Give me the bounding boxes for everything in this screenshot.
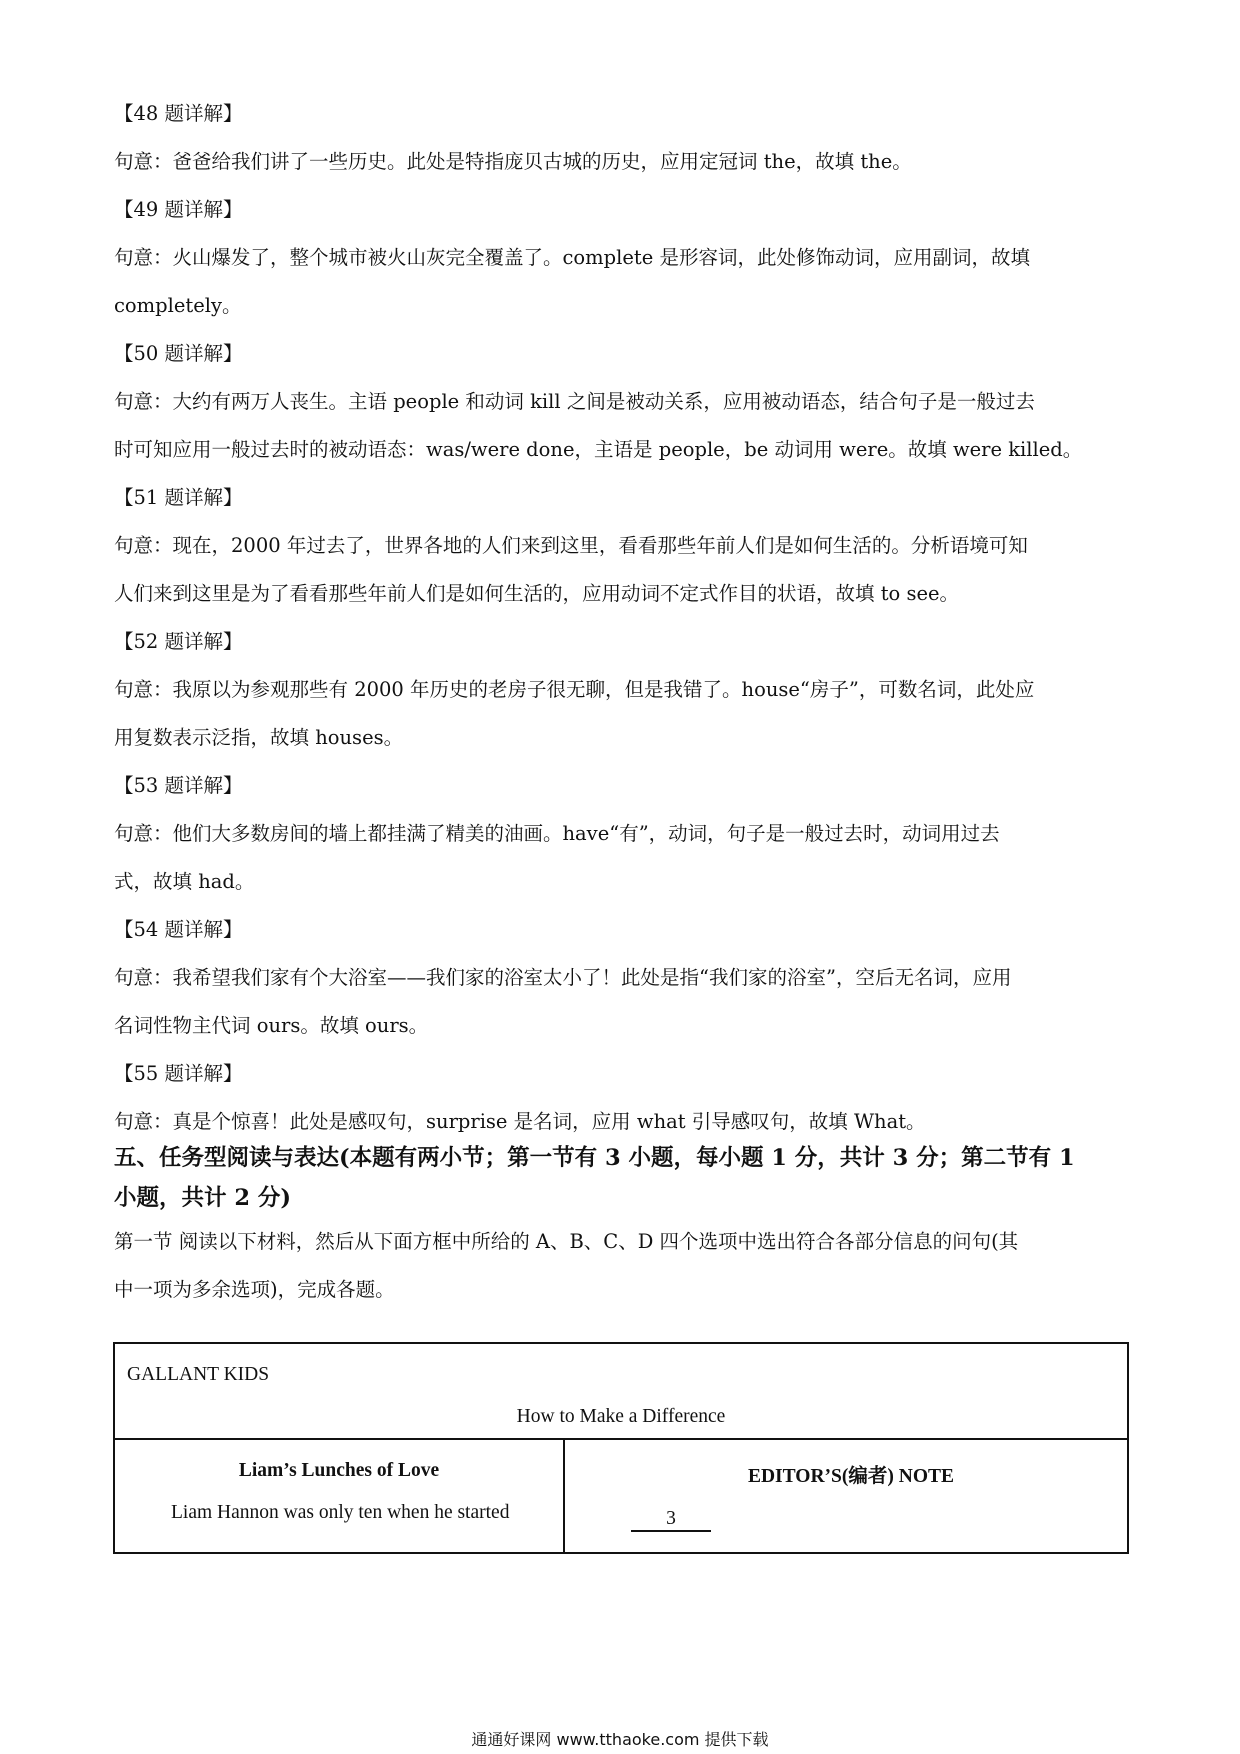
editor-note-title: EDITOR’S(编者) NOTE bbox=[747, 1466, 955, 1487]
explanation-text-51-line2: 人们来到这里是为了看看那些年前人们是如何生活的，应用动词不定式作目的状语，故填 to see。 bbox=[114, 582, 960, 605]
explanation-text-50-line1: 句意：大约有两万人丧生。主语 people 和动词 kill 之间是被动关系，应用被动语态，结合句子是一般过去 bbox=[114, 390, 1035, 413]
liam-section-text: Liam Hannon was only ten when he started bbox=[171, 1502, 510, 1523]
explanation-text-54-line1: 句意：我希望我们家有个大浴室——我们家的浴室太小了！此处是指“我们家的浴室”，空后无名词，应用 bbox=[114, 966, 1012, 989]
answer-blank-3[interactable]: 3 bbox=[631, 1508, 711, 1532]
explanation-text-54-line2: 名词性物主代词 ours。故填 ours。 bbox=[114, 1014, 429, 1037]
section-title-line2: 小题，共计 2 分) bbox=[114, 1185, 291, 1211]
table-subheading: How to Make a Difference bbox=[516, 1406, 726, 1427]
explanation-text-53-line1: 句意：他们大多数房间的墙上都挂满了精美的油画。have“有”，动词，句子是一般过去时，动词用过去 bbox=[114, 822, 1000, 845]
explanation-text-51-line1: 句意：现在，2000 年过去了，世界各地的人们来到这里，看看那些年前人们是如何生活的。分析语境可知 bbox=[114, 534, 1028, 557]
explanation-text-55: 句意：真是个惊喜！此处是感叹句，surprise 是名词，应用 what 引导感叹句，故填 What。 bbox=[114, 1110, 926, 1133]
explanation-header-52: 【52 题详解】 bbox=[114, 630, 243, 653]
explanation-header-50: 【50 题详解】 bbox=[114, 342, 243, 365]
page-footer: 通通好课网 www.tthaoke.com 提供下载 bbox=[471, 1730, 769, 1749]
explanation-text-48: 句意：爸爸给我们讲了一些历史。此处是特指庞贝古城的历史，应用定冠词 the，故填 the。 bbox=[114, 150, 912, 173]
table-header-cell bbox=[114, 1343, 1128, 1439]
explanation-text-53-line2: 式，故填 had。 bbox=[114, 870, 255, 893]
right-column-cell bbox=[564, 1439, 1128, 1553]
explanation-header-48: 【48 题详解】 bbox=[114, 102, 243, 125]
explanation-header-55: 【55 题详解】 bbox=[114, 1062, 243, 1085]
explanation-header-54: 【54 题详解】 bbox=[114, 918, 243, 941]
explanations-block bbox=[114, 102, 1134, 1314]
explanation-text-49-line2: completely。 bbox=[114, 294, 242, 317]
table-heading: GALLANT KIDS bbox=[127, 1364, 270, 1385]
explanation-text-52-line2: 用复数表示泛指，故填 houses。 bbox=[114, 726, 404, 749]
explanation-text-50-line2: 时可知应用一般过去时的被动语态：was/were done，主语是 people，be 动词用 were。故填 were killed。 bbox=[114, 438, 1083, 461]
section-intro-line2: 中一项为多余选项)，完成各题。 bbox=[114, 1278, 395, 1301]
section-title-line1: 五、任务型阅读与表达(本题有两小节；第一节有 3 小题，每小题 1 分，共计 3 分；第二节有 1 bbox=[114, 1145, 1075, 1171]
section-intro-line1: 第一节 阅读以下材料，然后从下面方框中所给的 A、B、C、D 四个选项中选出符合各部分信息的问句(其 bbox=[114, 1230, 1019, 1253]
reading-material-table bbox=[113, 1342, 1129, 1554]
explanation-text-52-line1: 句意：我原以为参观那些有 2000 年历史的老房子很无聊，但是我错了。house“房子”，可数名词，此处应 bbox=[114, 678, 1035, 701]
explanation-header-53: 【53 题详解】 bbox=[114, 774, 243, 797]
explanation-header-49: 【49 题详解】 bbox=[114, 198, 243, 221]
explanation-text-49-line1: 句意：火山爆发了，整个城市被火山灰完全覆盖了。complete 是形容词，此处修饰动词，应用副词，故填 bbox=[114, 246, 1030, 269]
explanation-header-51: 【51 题详解】 bbox=[114, 486, 243, 509]
left-column-cell bbox=[114, 1439, 564, 1553]
liam-section-title: Liam’s Lunches of Love bbox=[238, 1460, 440, 1481]
